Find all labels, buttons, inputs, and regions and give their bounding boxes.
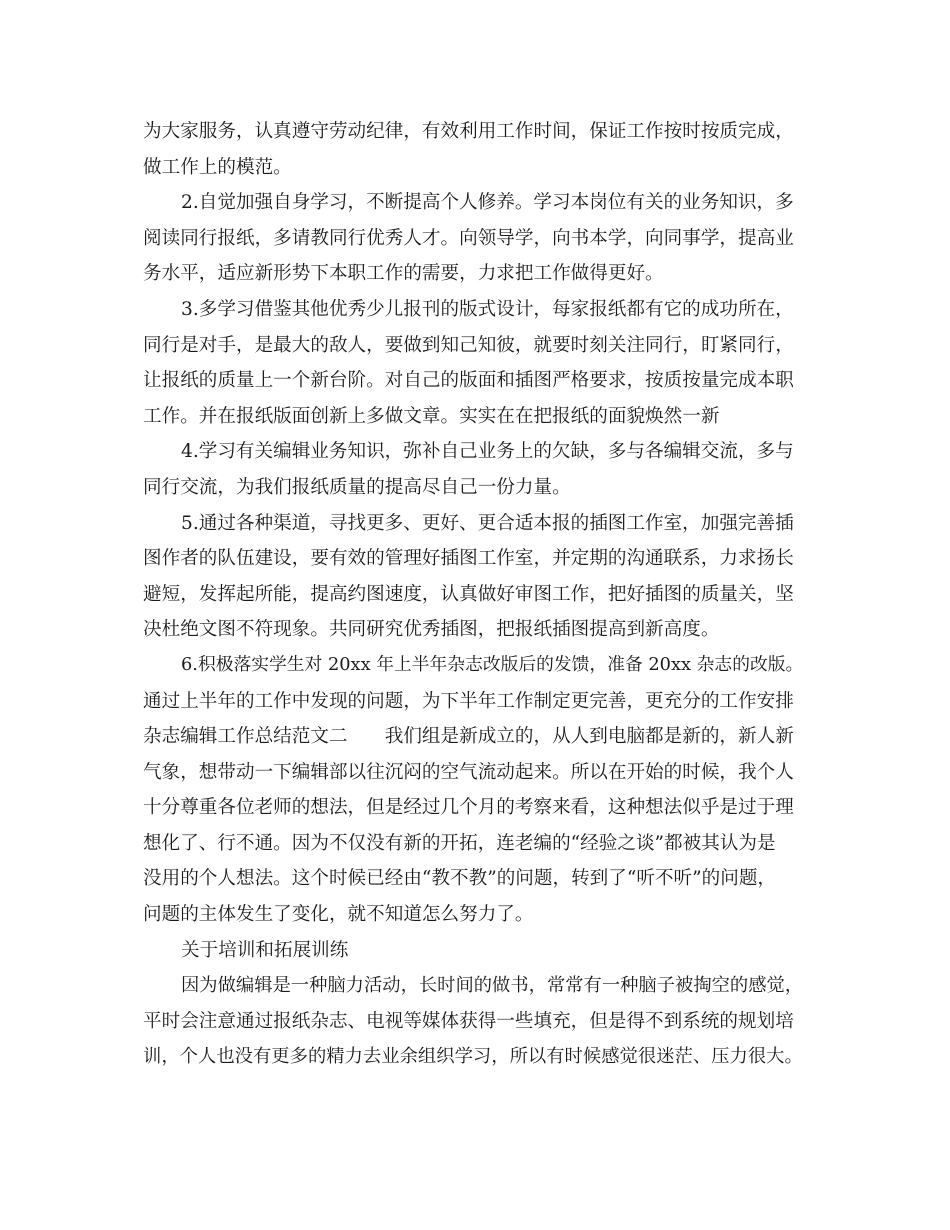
text-line: 问题的主体发生了变化，就不知道怎么努力了。	[143, 904, 534, 926]
text-line: 杂志编辑工作总结范文二 我们组是新成立的，从人到电脑都是新的，新人新	[143, 726, 794, 748]
text-line: 同行交流，为我们报纸质量的提高尽自己一份力量。	[143, 476, 571, 498]
text-line: 平时会注意通过报纸杂志、电视等媒体获得一些填充，但是得不到系统的规划培	[143, 1010, 794, 1032]
text-line: 做工作上的模范。	[143, 156, 292, 178]
text-line: 2.自觉加强自身学习，不断提高个人修养。学习本岗位有关的业务知识，多	[181, 192, 794, 214]
text-line: 让报纸的质量上一个新台阶。对自己的版面和插图严格要求，按质按量完成本职	[143, 370, 794, 392]
text-line: 工作。并在报纸版面创新上多做文章。实实在在把报纸的面貌焕然一新	[143, 405, 720, 427]
text-line: 阅读同行报纸，多请教同行优秀人才。向领导学，向书本学，向同事学，提高业	[143, 227, 794, 249]
text-line: 训，个人也没有更多的精力去业余组织学习，所以有时候感觉很迷茫、压力很大。	[143, 1046, 803, 1068]
text-line: 决杜绝文图不符现象。共同研究优秀插图，把报纸插图提高到新高度。	[143, 619, 720, 641]
text-line: 为大家服务，认真遵守劳动纪律，有效利用工作时间，保证工作按时按质完成，	[143, 121, 794, 142]
text-line: 图作者的队伍建设，要有效的管理好插图工作室，并定期的沟通联系，力求扬长	[143, 548, 794, 570]
text-line: 没用的个人想法。这个时候已经由“教不教”的问题，转到了“听不听”的问题，	[143, 868, 777, 890]
text-line: 6.积极落实学生对 20xx 年上半年杂志改版后的发馈，准备 20xx 杂志的改版。	[181, 654, 804, 675]
text-line: 十分尊重各位老师的想法，但是经过几个月的考察来看，这种想法似乎是过于理	[143, 797, 794, 819]
text-line: 因为做编辑是一种脑力活动，长时间的做书，常常有一种脑子被掏空的感觉，	[181, 975, 804, 997]
text-line: 4.学习有关编辑业务知识，弥补自己业务上的欠缺，多与各编辑交流，多与	[181, 441, 794, 463]
text-line: 同行是对手，是最大的敌人，要做到知己知彼，就要时刻关注同行，盯紧同行，	[143, 334, 794, 356]
text-line: 避短，发挥起所能，提高约图速度，认真做好审图工作，把好插图的质量关，坚	[143, 583, 794, 605]
text-line: 5.通过各种渠道，寻找更多、更好、更合适本报的插图工作室，加强完善插	[181, 512, 794, 534]
document-body	[143, 114, 803, 1075]
text-line: 关于培训和拓展训练	[181, 939, 349, 961]
text-line: 3.多学习借鉴其他优秀少儿报刊的版式设计，每家报纸都有它的成功所在，	[181, 298, 794, 320]
text-line: 务水平，适应新形势下本职工作的需要，力求把工作做得更好。	[143, 263, 664, 285]
text-line: 想化了、行不通。因为不仅没有新的开拓，连老编的“经验之谈”都被其认为是	[143, 832, 776, 854]
text-line: 气象，想带动一下编辑部以往沉闷的空气流动起来。所以在开始的时候，我个人	[143, 761, 794, 783]
text-line: 通过上半年的工作中发现的问题，为下半年工作制定更完善，更充分的工作安排	[143, 690, 794, 712]
